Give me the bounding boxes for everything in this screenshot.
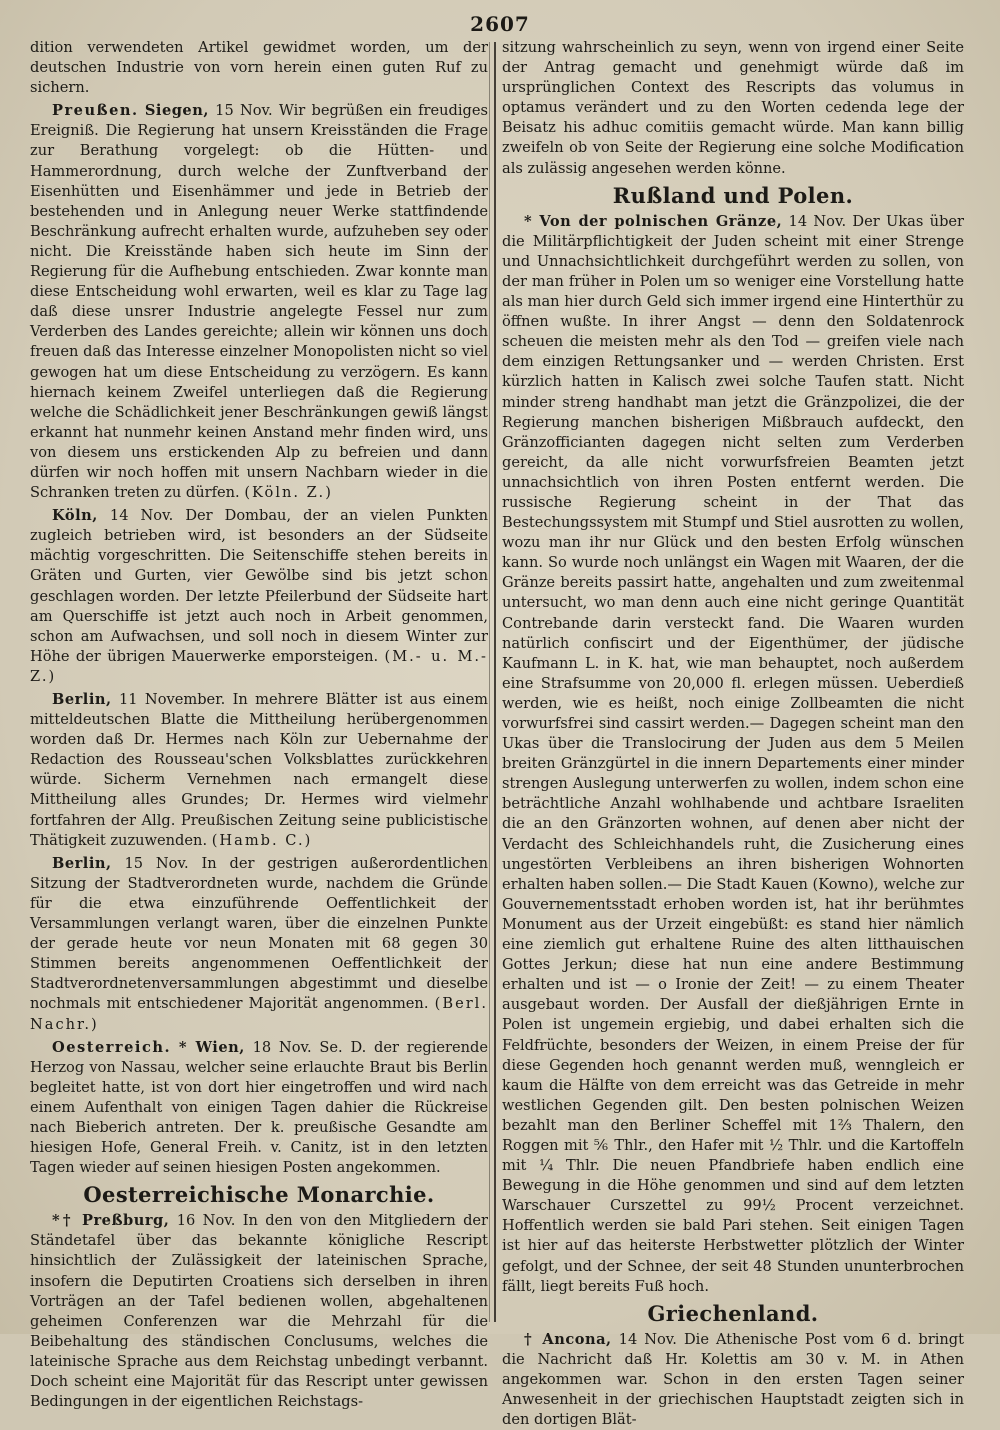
column-rule-thin — [489, 42, 490, 1322]
dateline: † Ancona, — [524, 1330, 612, 1348]
article-text: Der Dombau, der an vielen Punkten zugleich betrieben wird, ist besonders an der Südseite mächtig vorgeschritten. Die Seitenschiffe stehen bereits in Gräten und Gurten, vier Gewölbe sind bis jetzt schon geschlagen worden. Der letzte Pfeilerbund der Südseite hart am Querschiffe ist jetzt auch noch in Arbeit genommen, schon am Aufwachsen, und soll noch in diesem Winter zur Höhe der übrigen Mauerwerke emporsteigen. — [30, 507, 488, 665]
source: (Berl. Nachr.) — [30, 995, 488, 1033]
dateline: *† Preßburg, — [52, 1212, 170, 1230]
article-text: Der Ukas über die Militärpflichtigkeit der Juden scheint mit einer Strenge und Unnachsichtlichkeit durchgeführt werden zu sollen, von der man früher in Polen um so weniger eine Vorstellung hatte als man hier durch Geld sich immer irgend eine Hinterthür zu öffnen wußte. In ihrer Angst — denn den Soldatenrock scheuen die meisten mehr als den Tod — greifen viele nach dem einzigen Rettungsanker und — werden Christen. Erst kürzlich hatten in Kalisch zwei solche Taufen statt. Nicht minder streng handhabt man jetzt die Gränzpolizei, die der Regierung manchen bisherigen Mißbrauch aufdeckt, den Gränzofficianten dagegen nicht selten zum Verderben gereicht, da alle nicht vorwurfsfreien Beamten jetzt unnachsichtlich von ihren Posten entfernt werden. Die russische Regierung scheint in der That das Bestechungssystem mit Stumpf und Stiel ausrotten zu wollen, wozu man ihr nur Glück und den besten Erfolg wünschen kann. So wurde noch unlängst ein Wagen mit Waaren, der die Gränze bereits passirt hatte, angehalten und zum zweitenmal untersucht, wo man denn auch eine nicht geringe Quantität Contrebande darin versteckt fand. Die Waaren wurden natürlich confiscirt und der Eigenthümer, der jüdische Kaufmann L. in K. hat, wie man behauptet, noch außerdem eine Strafsumme von 20,000 fl. erlegen müssen. Ueberdieß werden, wie es heißt, noch einige Zollbeamten die nicht vorwurfsfrei sind cassirt werden.— Dagegen scheint man den Ukas über die Translocirung der Juden aus dem 5 Meilen breiten Gränzgürtel in die innern Departements einer minder strengen Auslegung unterwerfen zu wollen, indem schon eine beträchtliche Anzahl wohlhabende und achtbare Israeliten die an den Gränzorten wohnen, auf denen aber nicht der Verdacht des Schleichhandels ruht, die Zusicherung eines ungestörten Verbleibens an ihren bisherigen Wohnorten erhalten haben sollen.— Die Stadt Kauen (Kowno), welche zur Gouvernementsstadt erhoben worden ist, hat ihr berühmtes Monument aus der Urzeit eingebüßt: es stand hier nämlich eine ziemlich gut erhaltene Ruine des alten litthauischen Gottes Jerkun; diese hat nun eine andere Bestimmung erhalten und ist — o Ironie der Zeit! — zu einem Theater ausgebaut worden. Der Ausfall der dießjährigen Ernte in Polen ist ungemein ergiebig, und dabei erhalten sich die Feldfrüchte, besonders der Weizen, in einem Preise der für diese Gegenden hoch genannt werden muß, wenngleich er kaum die Hälfte von dem erreicht was das Getreide in mehr westlichen Gegenden gilt. Den besten polnischen Weizen bezahlt man den Berliner Scheffel mit 1⅔ Thalern, den Roggen mit ⅚ Thlr., den Hafer mit ½ Thlr. und die Kartoffeln mit ¼ Thlr. Die neuen Pfandbriefe haben endlich eine Bewegung in die Höhe genommen und sind auf dem letzten Warschauer Curszettel zu 99½ Procent verzeichnet. Hoffentlich werden sie bald Pari stehen. Seit einigen Tagen ist hier auf das heiterste Herbstwetter plötzlich der Winter gefolgt, und der Schnee, der seit 48 Stunden ununterbrochen fällt, liegt bereits Fuß hoch. — [502, 212, 965, 1295]
article-text: In mehrere Blätter ist aus einem mitteldeutschen Blatte die Mittheilung herübergenommen worden daß Dr. Hermes nach Köln zur Uebernahme der Redaction des Rousseau'schen Volksblattes zurückkehren würde. Sicherm Vernehmen nach ermangelt diese Mittheilung alles Grundes; Dr. Hermes wird vielmehr fortfahren der Allg. Preußischen Zeitung seine publicistische Thätigkeit zuzuwenden. — [30, 691, 488, 849]
article-continuation: sitzung wahrscheinlich zu seyn, wenn von irgend einer Seite der Antrag gemacht und genehmigt würde daß im ursprünglichen Context des Rescripts das volumus in optamus verändert und zu den Worten cedenda lege der Beisatz his adhuc comitiis gemacht würde. Man kann billig zweifeln ob von Seite der Regierung eine solche Modification als zulässig angesehen werden könne. — [502, 39, 964, 177]
article-text: Se. D. der regierende Herzog von Nassau, welcher seine erlauchte Braut bis Berlin begleitet hatte, ist von dort hier eingetroffen und wird nach einem Aufenthalt von einigen Tagen dahier die Rückreise nach Bieberich antreten. Der k. preußische Gesandte am hiesigen Hofe, General Freih. v. Canitz, ist in den letzten Tagen wieder auf seinen hiesigen Posten angekommen. — [30, 1038, 489, 1177]
date: 14 Nov. — [618, 1330, 677, 1348]
dateline: Berlin, — [52, 691, 112, 708]
column-rule — [494, 42, 496, 1322]
dateline: Berlin, — [52, 854, 112, 872]
date: 11 November. — [118, 691, 226, 708]
country-heading: Oesterreich. — [52, 1038, 172, 1056]
left-column — [30, 38, 489, 1411]
article-ancona — [502, 1330, 964, 1430]
source: (M.- u. M.-Z.) — [30, 647, 488, 685]
right-column — [502, 38, 965, 1429]
article-koeln — [30, 506, 488, 687]
country-heading: Preußen. — [52, 102, 139, 120]
article-text: Die Athenische Post vom 6 d. bringt die Nachricht daß Hr. Kolettis am 30 v. M. in Athen angekommen war. Schon in den ersten Tagen seiner Anwesenheit in der griechischen Hauptstadt zeigten sich in den dortigen Blät- — [502, 1330, 965, 1429]
dateline: Siegen, — [144, 102, 209, 120]
article-continuation: dition verwendeten Artikel gewidmet worden, um der deutschen Industrie von vorn herein einen guten Ruf zu sichern. — [30, 39, 488, 97]
section-heading-russland: Rußland und Polen. — [612, 182, 854, 208]
article-berlin-2 — [30, 854, 488, 1035]
section-heading-oesterreich: Oesterreichische Monarchie. — [83, 1182, 435, 1208]
source: (Köln. Z.) — [244, 484, 333, 502]
date: 15 Nov. — [124, 854, 189, 872]
article-polnische-graenze — [502, 212, 964, 1297]
article-berlin-1 — [30, 690, 488, 851]
article-text: Wir begrüßen ein freudiges Ereigniß. Die Regierung hat unsern Kreisständen die Frage zur Berathung vorgelegt: ob die Hütten- und Hammerordnung, durch welche der Zunftverband der Eisenhütten und Eisenhämmer und jede in Betrieb der bestehenden und in Anlegung neuer Werke stattfindende Beschränkung aufrecht erhalten wurde, aufzuheben sey oder nicht. Die Kreisstände haben sich heute im Sinn der Regierung für die Aufhebung entschieden. Zwar konnte man diese Entscheidung wohl erwarten, weil es klar zu Tage lag daß diese unsrer Industrie angelegte Fessel nur zum Verderben des Landes gereichte; allein wir können uns doch freuen daß das Interesse einzelner Monopolisten nicht so viel gewogen hat um diese Entscheidung zu verzögern. Es kann hiernach keinem Zweifel unterliegen daß die Regierung welche die Schädlichkeit jener Beschränkungen gewiß längst erkannt hat nunmehr keinen Anstand mehr finden wird, uns von diesem uns erstickenden Alp zu befreien und dann dürfen wir noch hoffen mit unsern Nachbarn wieder in die Schranken treten zu dürfen. — [30, 102, 489, 502]
article-siegen — [30, 101, 488, 503]
dateline: Köln, — [52, 507, 98, 525]
section-heading-griechenland: Griechenland. — [647, 1300, 819, 1326]
date: 14 Nov. — [109, 507, 174, 525]
article-text: In der gestrigen außerordentlichen Sitzung der Stadtverordneten wurde, nachdem die Gründe für die etwa einzuführende Oeffentlichkeit der Versammlungen verlangt waren, über die einzelnen Punkte der gerade heute vor neun Monaten mit 68 gegen 30 Stimmen bereits angenommenen Oeffentlichkeit der Stadtverordnetenversammlungen abgestimmt und dieselbe nochmals mit entschiedener Majorität angenommen. — [30, 854, 488, 1013]
source: (Hamb. C.) — [211, 831, 313, 849]
page-number: 2607 — [470, 12, 530, 36]
date: 14 Nov. — [788, 212, 847, 230]
date: 16 Nov. — [176, 1212, 236, 1230]
article-pressburg — [30, 1211, 488, 1412]
date: 15 Nov. — [215, 102, 273, 120]
article-wien — [30, 1038, 488, 1179]
date: 18 Nov. — [252, 1038, 312, 1056]
dateline: * Von der polnischen Gränze, — [524, 212, 783, 230]
dateline: * Wien, — [178, 1038, 245, 1056]
article-text: In den von den Mitgliedern der Ständetafel über das bekannte königliche Rescript hinsichtlich der Zulässigkeit der lateinischen Sprache, insofern die Deputirten Croatiens sich derselben in ihren Vorträgen an der Tafel bedienen wollen, abgehaltenen geheimen Conferenzen war die Mehrzahl für die Beibehaltung des ständischen Conclusums, welches die lateinische Sprache aus dem Reichstag unbedingt verbannt. Doch scheint eine Majorität für das Rescript unter gewissen Bedingungen in der eigentlichen Reichstags- — [30, 1212, 489, 1411]
